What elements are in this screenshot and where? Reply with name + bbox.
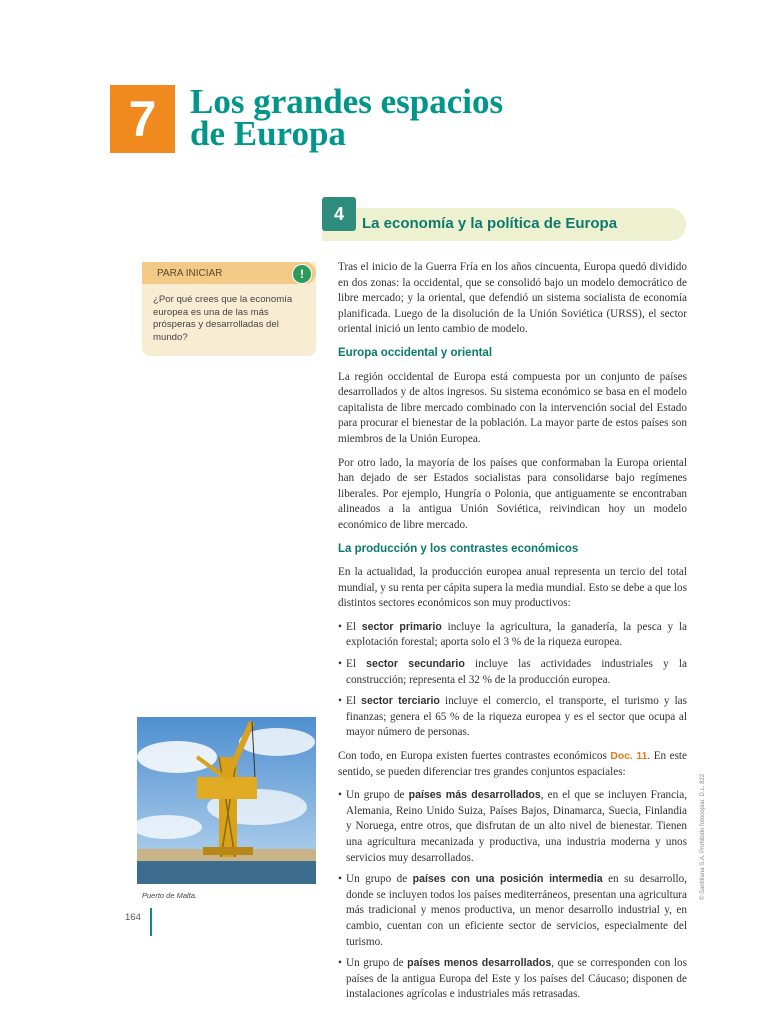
sector-list: [338, 620, 687, 741]
exclamation-icon: !: [292, 264, 312, 284]
chapter-title: [190, 82, 504, 153]
list-item: • Un grupo de países más desarrollados, en el que se incluyen Francia, Alemania, Reino Unido Suiza, Países Bajos, Dinamarca, Suecia, Finlandia y Noruega, entre otros, que disfrutan de un alto nivel de bienestar. Tienen una agricultura mecanizada y productiva, una industria moderna y unos servicios muy desarrollados.: [338, 788, 687, 866]
section-title: La economía y la política de Europa: [362, 215, 618, 232]
page-marker-bar: [150, 908, 152, 936]
paragraph: La región occidental de Europa está compuesta por un conjunto de países desarrollados y de altos ingresos. Su sistema económico se basa en el modelo capitalista de libre mercado combinado con la intervención social del Estado para procurar el bienestar de la población. La mayor parte de estos países son miembros de la Unión Europea.: [338, 370, 687, 445]
section-number: 4: [322, 197, 356, 231]
doc-reference-link[interactable]: Doc. 11: [610, 751, 648, 763]
list-item: • Un grupo de países con una posición intermedia en su desarrollo, donde se incluyen todos los países mediterráneos, presentan una agricultura más tradicional y menos productiva, un menor desarrollo industrial y, en cambio, cuentan con un eficiente sector de servicios, especialmente del turismo.: [338, 872, 687, 950]
list-item: • El sector terciario incluye el comercio, el transporte, el turismo y las finanzas; genera el 65 % de la riqueza europea y es el sector que ocupa al mayor número de personas.: [338, 694, 687, 741]
chapter-title-line2: de Europa: [190, 114, 346, 153]
sidebar-label: PARA INICIAR: [157, 268, 223, 279]
main-text: [338, 260, 687, 1011]
subheading-europa: Europa occidental y oriental: [338, 346, 493, 359]
list-item: • El sector primario incluye la agricultura, la ganadería, la pesca y la explotación forestal; aporta solo el 3 % de la riqueza europea.: [338, 620, 687, 651]
chapter-title-line1: Los grandes espacios: [190, 82, 504, 121]
paragraph: Con todo, en Europa existen fuertes contrastes económicos Doc. 11. En este sentido, se pueden diferenciar tres grandes conjuntos espaciales:: [338, 750, 687, 778]
paragraph: En la actualidad, la producción europea anual representa un tercio del total mundial, y su renta per cápita supera la media mundial. Esto se debe a que los distintos sectores económicos son muy productivos:: [338, 566, 687, 610]
sidebar-question: ¿Por qué crees que la economía europea es una de las más prósperas y desarrolladas del mundo?: [153, 294, 293, 343]
list-item: • Un grupo de países menos desarrollados, que se corresponden con los países de la antigua Europa del Este y los países del Cáucaso; disponen de instalaciones agrícolas e industriales más retrasadas.: [338, 956, 687, 1003]
paragraph: Por otro lado, la mayoría de los países que conformaban la Europa oriental han dejado de ser Estados socialistas para consolidarse bajo regímenes liberales. Por ejemplo, Hungría o Polonia, que antiguamente se encontraban alineados a la antigua Unión Soviética, reivindican hoy un modelo económico de libre mercado.: [338, 456, 687, 531]
chapter-number: 7: [110, 85, 175, 153]
photo-caption: Puerto de Malta.: [142, 891, 198, 900]
page-number: 164: [125, 912, 141, 923]
group-list: [338, 788, 687, 1003]
port-photo: [137, 717, 316, 884]
list-item: • El sector secundario incluye las actividades industriales y la construcción; representa el 32 % de la producción europea.: [338, 657, 687, 688]
copyright-note: © Santillana S.A. Prohibido fotocopiar. D.L. 822: [700, 773, 706, 900]
subheading-produccion: La producción y los contrastes económicos: [338, 542, 579, 555]
intro-paragraph: Tras el inicio de la Guerra Fría en los años cincuenta, Europa quedó dividido en dos zonas: la occidental, que se consolidó bajo un modelo democrático de libre mercado; y la oriental, que defendió un sistema socialista de economía planificada. Luego de la disolución de la Unión Soviética (URSS), el sector oriental inició un lento cambio de modelo.: [338, 261, 687, 336]
